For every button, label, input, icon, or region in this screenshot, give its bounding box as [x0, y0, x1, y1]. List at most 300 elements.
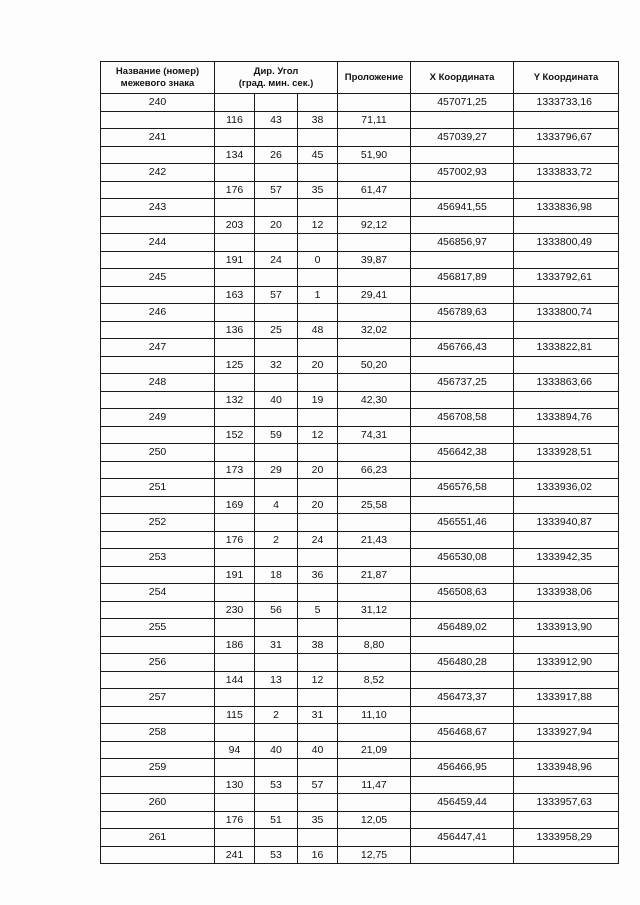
empty-cell	[411, 321, 514, 339]
y-coordinate: 1333942,35	[514, 549, 619, 567]
empty-cell	[338, 619, 411, 637]
distance-value: 32,02	[338, 321, 411, 339]
empty-cell	[215, 479, 255, 497]
angle-minutes: 57	[255, 181, 298, 199]
empty-cell	[101, 741, 215, 759]
x-coordinate: 456551,46	[411, 514, 514, 532]
y-coordinate: 1333917,88	[514, 689, 619, 707]
empty-cell	[101, 111, 215, 129]
empty-cell	[255, 654, 298, 672]
angle-degrees: 144	[215, 671, 255, 689]
distance-value: 51,90	[338, 146, 411, 164]
y-coordinate: 1333733,16	[514, 94, 619, 112]
y-coordinate: 1333928,51	[514, 444, 619, 462]
x-coordinate: 456480,28	[411, 654, 514, 672]
distance-value: 39,87	[338, 251, 411, 269]
point-name: 252	[101, 514, 215, 532]
y-coordinate: 1333822,81	[514, 339, 619, 357]
empty-cell	[411, 356, 514, 374]
header-point-name: Название (номер) межевого знака	[101, 62, 215, 94]
empty-cell	[255, 164, 298, 182]
x-coordinate: 456508,63	[411, 584, 514, 602]
x-coordinate: 457071,25	[411, 94, 514, 112]
empty-cell	[411, 776, 514, 794]
empty-cell	[215, 689, 255, 707]
empty-cell	[411, 426, 514, 444]
distance-value: 21,43	[338, 531, 411, 549]
y-coordinate: 1333936,02	[514, 479, 619, 497]
x-coordinate: 456473,37	[411, 689, 514, 707]
x-coordinate: 456737,25	[411, 374, 514, 392]
x-coordinate: 456466,95	[411, 759, 514, 777]
point-name: 261	[101, 829, 215, 847]
angle-degrees: 230	[215, 601, 255, 619]
angle-degrees: 191	[215, 251, 255, 269]
segment-row	[101, 146, 619, 164]
empty-cell	[338, 304, 411, 322]
x-coordinate: 456459,44	[411, 794, 514, 812]
empty-cell	[411, 601, 514, 619]
angle-degrees: 132	[215, 391, 255, 409]
empty-cell	[514, 776, 619, 794]
empty-cell	[101, 216, 215, 234]
empty-cell	[514, 391, 619, 409]
empty-cell	[255, 339, 298, 357]
segment-row	[101, 181, 619, 199]
angle-minutes: 53	[255, 846, 298, 864]
empty-cell	[101, 811, 215, 829]
point-row	[101, 164, 619, 182]
empty-cell	[298, 304, 338, 322]
empty-cell	[215, 759, 255, 777]
header-y-coordinate: Y Координата	[514, 62, 619, 94]
segment-row	[101, 811, 619, 829]
empty-cell	[411, 531, 514, 549]
angle-seconds: 12	[298, 216, 338, 234]
empty-cell	[298, 164, 338, 182]
angle-degrees: 134	[215, 146, 255, 164]
empty-cell	[298, 234, 338, 252]
empty-cell	[514, 146, 619, 164]
empty-cell	[215, 94, 255, 112]
point-row	[101, 199, 619, 217]
empty-cell	[298, 409, 338, 427]
angle-degrees: 115	[215, 706, 255, 724]
point-name: 249	[101, 409, 215, 427]
y-coordinate: 1333800,49	[514, 234, 619, 252]
point-name: 250	[101, 444, 215, 462]
empty-cell	[101, 146, 215, 164]
empty-cell	[255, 234, 298, 252]
distance-value: 74,31	[338, 426, 411, 444]
empty-cell	[101, 706, 215, 724]
x-coordinate: 456817,89	[411, 269, 514, 287]
distance-value: 61,47	[338, 181, 411, 199]
empty-cell	[255, 759, 298, 777]
angle-degrees: 241	[215, 846, 255, 864]
empty-cell	[255, 829, 298, 847]
empty-cell	[338, 409, 411, 427]
segment-row	[101, 531, 619, 549]
distance-value: 12,75	[338, 846, 411, 864]
empty-cell	[298, 514, 338, 532]
distance-value: 50,20	[338, 356, 411, 374]
empty-cell	[338, 199, 411, 217]
point-row	[101, 444, 619, 462]
angle-minutes: 43	[255, 111, 298, 129]
y-coordinate: 1333913,90	[514, 619, 619, 637]
segment-row	[101, 461, 619, 479]
distance-value: 66,23	[338, 461, 411, 479]
angle-degrees: 116	[215, 111, 255, 129]
point-name: 260	[101, 794, 215, 812]
empty-cell	[101, 251, 215, 269]
empty-cell	[215, 269, 255, 287]
angle-seconds: 0	[298, 251, 338, 269]
empty-cell	[514, 496, 619, 514]
empty-cell	[101, 181, 215, 199]
distance-value: 21,87	[338, 566, 411, 584]
x-coordinate: 456789,63	[411, 304, 514, 322]
point-name: 257	[101, 689, 215, 707]
empty-cell	[411, 671, 514, 689]
angle-seconds: 48	[298, 321, 338, 339]
empty-cell	[298, 479, 338, 497]
y-coordinate: 1333833,72	[514, 164, 619, 182]
empty-cell	[215, 619, 255, 637]
empty-cell	[338, 584, 411, 602]
empty-cell	[298, 269, 338, 287]
angle-seconds: 12	[298, 426, 338, 444]
angle-minutes: 59	[255, 426, 298, 444]
empty-cell	[215, 234, 255, 252]
empty-cell	[298, 129, 338, 147]
empty-cell	[255, 549, 298, 567]
empty-cell	[215, 304, 255, 322]
angle-minutes: 51	[255, 811, 298, 829]
empty-cell	[411, 251, 514, 269]
empty-cell	[298, 374, 338, 392]
distance-value: 92,12	[338, 216, 411, 234]
point-row	[101, 619, 619, 637]
angle-seconds: 35	[298, 811, 338, 829]
distance-value: 31,12	[338, 601, 411, 619]
angle-degrees: 163	[215, 286, 255, 304]
angle-seconds: 19	[298, 391, 338, 409]
empty-cell	[338, 654, 411, 672]
point-name: 259	[101, 759, 215, 777]
empty-cell	[514, 286, 619, 304]
empty-cell	[215, 129, 255, 147]
empty-cell	[255, 94, 298, 112]
empty-cell	[298, 444, 338, 462]
empty-cell	[255, 409, 298, 427]
empty-cell	[514, 741, 619, 759]
angle-seconds: 38	[298, 636, 338, 654]
empty-cell	[411, 391, 514, 409]
empty-cell	[338, 269, 411, 287]
angle-degrees: 186	[215, 636, 255, 654]
empty-cell	[298, 724, 338, 742]
point-name: 255	[101, 619, 215, 637]
x-coordinate: 456530,08	[411, 549, 514, 567]
distance-value: 11,10	[338, 706, 411, 724]
angle-seconds: 45	[298, 146, 338, 164]
point-row	[101, 234, 619, 252]
empty-cell	[411, 181, 514, 199]
y-coordinate: 1333948,96	[514, 759, 619, 777]
empty-cell	[298, 654, 338, 672]
empty-cell	[411, 566, 514, 584]
x-coordinate: 456468,67	[411, 724, 514, 742]
empty-cell	[514, 426, 619, 444]
point-name: 256	[101, 654, 215, 672]
angle-seconds: 20	[298, 496, 338, 514]
point-row	[101, 94, 619, 112]
segment-row	[101, 566, 619, 584]
empty-cell	[255, 129, 298, 147]
point-row	[101, 374, 619, 392]
empty-cell	[255, 374, 298, 392]
empty-cell	[338, 689, 411, 707]
y-coordinate: 1333912,90	[514, 654, 619, 672]
segment-row	[101, 741, 619, 759]
angle-minutes: 40	[255, 391, 298, 409]
segment-row	[101, 846, 619, 864]
segment-row	[101, 286, 619, 304]
point-row	[101, 759, 619, 777]
empty-cell	[255, 199, 298, 217]
empty-cell	[514, 181, 619, 199]
empty-cell	[215, 444, 255, 462]
x-coordinate: 457002,93	[411, 164, 514, 182]
y-coordinate: 1333940,87	[514, 514, 619, 532]
empty-cell	[101, 776, 215, 794]
table-header-row	[101, 62, 619, 94]
angle-degrees: 203	[215, 216, 255, 234]
y-coordinate: 1333958,29	[514, 829, 619, 847]
empty-cell	[101, 286, 215, 304]
segment-row	[101, 601, 619, 619]
empty-cell	[215, 794, 255, 812]
empty-cell	[215, 654, 255, 672]
x-coordinate: 456447,41	[411, 829, 514, 847]
empty-cell	[298, 829, 338, 847]
angle-degrees: 130	[215, 776, 255, 794]
segment-row	[101, 496, 619, 514]
empty-cell	[101, 531, 215, 549]
angle-minutes: 31	[255, 636, 298, 654]
angle-minutes: 29	[255, 461, 298, 479]
empty-cell	[298, 94, 338, 112]
empty-cell	[514, 111, 619, 129]
header-direction-angle: Дир. Угол (град. мин. сек.)	[215, 62, 338, 94]
empty-cell	[514, 251, 619, 269]
point-row	[101, 514, 619, 532]
y-coordinate: 1333792,61	[514, 269, 619, 287]
empty-cell	[514, 846, 619, 864]
empty-cell	[298, 794, 338, 812]
x-coordinate: 456856,97	[411, 234, 514, 252]
point-name: 254	[101, 584, 215, 602]
empty-cell	[255, 304, 298, 322]
empty-cell	[255, 444, 298, 462]
empty-cell	[411, 111, 514, 129]
point-row	[101, 549, 619, 567]
point-name: 241	[101, 129, 215, 147]
angle-seconds: 38	[298, 111, 338, 129]
point-row	[101, 654, 619, 672]
angle-minutes: 20	[255, 216, 298, 234]
point-row	[101, 304, 619, 322]
angle-degrees: 169	[215, 496, 255, 514]
empty-cell	[215, 409, 255, 427]
distance-value: 12,05	[338, 811, 411, 829]
empty-cell	[298, 584, 338, 602]
empty-cell	[101, 391, 215, 409]
point-row	[101, 269, 619, 287]
point-name: 246	[101, 304, 215, 322]
empty-cell	[215, 199, 255, 217]
segment-row	[101, 356, 619, 374]
angle-seconds: 31	[298, 706, 338, 724]
empty-cell	[215, 724, 255, 742]
angle-seconds: 35	[298, 181, 338, 199]
segment-row	[101, 426, 619, 444]
segment-row	[101, 251, 619, 269]
empty-cell	[255, 619, 298, 637]
angle-minutes: 32	[255, 356, 298, 374]
point-row	[101, 584, 619, 602]
point-name: 242	[101, 164, 215, 182]
segment-row	[101, 776, 619, 794]
point-name: 248	[101, 374, 215, 392]
angle-degrees: 176	[215, 181, 255, 199]
x-coordinate: 456642,38	[411, 444, 514, 462]
empty-cell	[215, 164, 255, 182]
empty-cell	[514, 321, 619, 339]
y-coordinate: 1333927,94	[514, 724, 619, 742]
y-coordinate: 1333938,06	[514, 584, 619, 602]
x-coordinate: 456766,43	[411, 339, 514, 357]
angle-seconds: 24	[298, 531, 338, 549]
empty-cell	[514, 811, 619, 829]
distance-value: 71,11	[338, 111, 411, 129]
empty-cell	[338, 129, 411, 147]
point-name: 244	[101, 234, 215, 252]
distance-value: 8,52	[338, 671, 411, 689]
angle-minutes: 13	[255, 671, 298, 689]
empty-cell	[101, 321, 215, 339]
segment-row	[101, 321, 619, 339]
empty-cell	[411, 636, 514, 654]
angle-degrees: 176	[215, 531, 255, 549]
angle-minutes: 4	[255, 496, 298, 514]
angle-seconds: 36	[298, 566, 338, 584]
empty-cell	[298, 689, 338, 707]
angle-minutes: 53	[255, 776, 298, 794]
angle-degrees: 173	[215, 461, 255, 479]
angle-minutes: 2	[255, 706, 298, 724]
empty-cell	[411, 496, 514, 514]
empty-cell	[411, 286, 514, 304]
empty-cell	[514, 531, 619, 549]
segment-row	[101, 111, 619, 129]
angle-seconds: 16	[298, 846, 338, 864]
empty-cell	[338, 724, 411, 742]
empty-cell	[338, 444, 411, 462]
angle-degrees: 136	[215, 321, 255, 339]
angle-minutes: 25	[255, 321, 298, 339]
empty-cell	[215, 549, 255, 567]
distance-value: 25,58	[338, 496, 411, 514]
empty-cell	[101, 636, 215, 654]
empty-cell	[255, 724, 298, 742]
point-name: 251	[101, 479, 215, 497]
empty-cell	[255, 584, 298, 602]
angle-minutes: 56	[255, 601, 298, 619]
segment-row	[101, 216, 619, 234]
y-coordinate: 1333894,76	[514, 409, 619, 427]
empty-cell	[338, 794, 411, 812]
empty-cell	[411, 461, 514, 479]
empty-cell	[215, 514, 255, 532]
empty-cell	[514, 636, 619, 654]
empty-cell	[514, 566, 619, 584]
empty-cell	[215, 339, 255, 357]
point-name: 245	[101, 269, 215, 287]
empty-cell	[101, 601, 215, 619]
y-coordinate: 1333863,66	[514, 374, 619, 392]
header-x-coordinate: X Координата	[411, 62, 514, 94]
empty-cell	[255, 689, 298, 707]
empty-cell	[255, 794, 298, 812]
table-body	[101, 94, 619, 864]
empty-cell	[101, 461, 215, 479]
angle-minutes: 26	[255, 146, 298, 164]
angle-seconds: 57	[298, 776, 338, 794]
empty-cell	[411, 706, 514, 724]
empty-cell	[338, 479, 411, 497]
point-row	[101, 794, 619, 812]
empty-cell	[101, 426, 215, 444]
angle-seconds: 5	[298, 601, 338, 619]
empty-cell	[298, 619, 338, 637]
x-coordinate: 456489,02	[411, 619, 514, 637]
empty-cell	[338, 549, 411, 567]
segment-row	[101, 636, 619, 654]
empty-cell	[514, 706, 619, 724]
angle-degrees: 125	[215, 356, 255, 374]
empty-cell	[101, 671, 215, 689]
empty-cell	[514, 461, 619, 479]
point-row	[101, 724, 619, 742]
empty-cell	[411, 146, 514, 164]
angle-degrees: 176	[215, 811, 255, 829]
angle-seconds: 1	[298, 286, 338, 304]
segment-row	[101, 391, 619, 409]
angle-seconds: 12	[298, 671, 338, 689]
distance-value: 21,09	[338, 741, 411, 759]
empty-cell	[411, 846, 514, 864]
x-coordinate: 456941,55	[411, 199, 514, 217]
x-coordinate: 456708,58	[411, 409, 514, 427]
segment-row	[101, 671, 619, 689]
angle-seconds: 20	[298, 461, 338, 479]
empty-cell	[514, 601, 619, 619]
empty-cell	[338, 829, 411, 847]
empty-cell	[338, 374, 411, 392]
